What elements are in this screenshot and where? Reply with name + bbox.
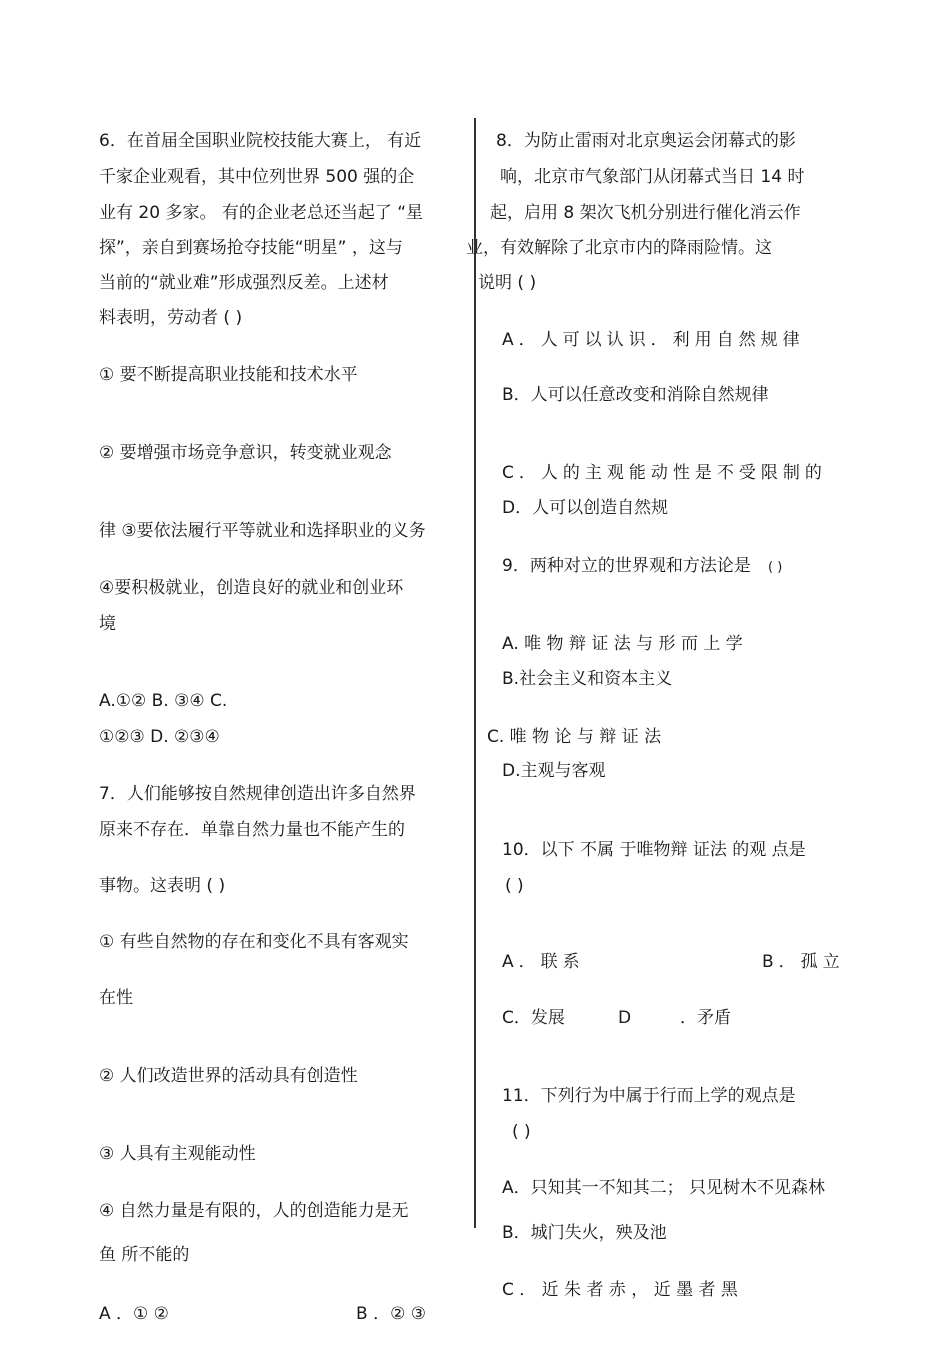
q6-line-1: 6．在首届全国职业院校技能大赛上， 有近 <box>99 131 422 151</box>
q7-answer-a: A ．① ② <box>99 1304 169 1324</box>
q6-answers-1: A.①② B. ③④ C. <box>99 691 228 711</box>
q6-line-3: 业有 20 多家。 有的企业老总还当起了 “星 <box>99 203 424 223</box>
q7-option-2: ② 人们改造世界的活动具有创造性 <box>99 1066 358 1086</box>
q6-option-4b: 境 <box>99 614 116 634</box>
q11-line-2: ( ) <box>512 1122 531 1142</box>
q7-option-3: ③ 人具有主观能动性 <box>99 1144 256 1164</box>
q8-line-1: 8．为防止雷雨对北京奥运会闭幕式的影 <box>496 131 796 151</box>
q11-option-b: B．城门失火，殃及池 <box>502 1223 667 1243</box>
q6-answers-2: ①②③ D. ②③④ <box>99 727 220 747</box>
q11-option-c: C ． 近 朱 者 赤 ， 近 墨 者 黑 <box>502 1280 738 1300</box>
q10-line-1: 10．以下 不属 于唯物辩 证法 的观 点是 <box>502 840 806 860</box>
q7-line-2: 原来不存在．单靠自然力量也不能产生的 <box>99 820 405 840</box>
q8-option-c: C．人的主观能动性是不受限制的 <box>502 463 827 483</box>
q11-option-a: A．只知其一不知其二； 只见树木不见森林 <box>502 1178 826 1198</box>
q8-option-a: A．人可以认识．利用自然规律 <box>502 330 805 350</box>
q6-option-4a: ④要积极就业，创造良好的就业和创业环 <box>99 578 404 598</box>
q6-line-5: 当前的“就业难”形成强烈反差。上述材 <box>99 273 389 293</box>
column-divider <box>474 118 476 1228</box>
q10-option-b: B．孤立 <box>762 952 845 972</box>
q9-option-a: A. 唯 物 辩 证 法 与 形 而 上 学 <box>502 634 743 654</box>
q9-option-c: C. 唯 物 论 与 辩 证 法 <box>487 727 662 747</box>
q8-line-3: 起，启用 8 架次飞机分别进行催化消云作 <box>490 203 801 223</box>
q6-line-2: 千家企业观看，其中位列世界 500 强的企 <box>99 167 415 187</box>
q7-answer-b: B ．② ③ <box>356 1304 426 1324</box>
q11-line-1: 11．下列行为中属于行而上学的观点是 <box>502 1086 796 1106</box>
q8-line-5: 说明 ( ) <box>478 273 537 293</box>
q7-option-4b: 鱼 所不能的 <box>99 1245 190 1265</box>
q8-line-4: 业，有效解除了北京市内的降雨险情。这 <box>466 238 772 258</box>
q6-option-1: ① 要不断提高职业技能和技术水平 <box>99 365 358 385</box>
q8-line-2: 响，北京市气象部门从闭幕式当日 14 时 <box>500 167 805 187</box>
q9-paren: ( ) <box>768 560 783 575</box>
q9-line-1: 9．两种对立的世界观和方法论是 <box>502 556 751 576</box>
q10-option-d-text: ．矛盾 <box>680 1008 731 1028</box>
q6-line-4: 探”，亲自到赛场抢夺技能“明星” ，这与 <box>99 238 403 258</box>
q7-option-1a: ① 有些自然物的存在和变化不具有客观实 <box>99 932 409 952</box>
q10-line-2: ( ) <box>505 876 524 896</box>
q10-option-c: C．发展 <box>502 1008 565 1028</box>
q6-option-3: 律 ③要依法履行平等就业和选择职业的义务 <box>99 521 426 541</box>
q9-option-b: B.社会主义和资本主义 <box>502 669 673 689</box>
q7-option-4a: ④ 自然力量是有限的，人的创造能力是无 <box>99 1201 409 1221</box>
q8-option-d: D．人可以创造自然规 <box>502 498 669 518</box>
q10-option-d-letter: D <box>618 1008 632 1028</box>
q7-option-1b: 在性 <box>99 988 133 1008</box>
q6-line-6: 料表明，劳动者 ( ) <box>99 308 243 328</box>
q6-option-2: ② 要增强市场竞争意识，转变就业观念 <box>99 443 392 463</box>
q9-option-d: D.主观与客观 <box>502 761 606 781</box>
q7-line-3: 事物。这表明 ( ) <box>99 876 226 896</box>
q8-option-b: B．人可以任意改变和消除自然规律 <box>502 385 769 405</box>
q10-option-a: A．联系 <box>502 952 585 972</box>
q7-line-1: 7．人们能够按自然规律创造出许多自然界 <box>99 784 416 804</box>
